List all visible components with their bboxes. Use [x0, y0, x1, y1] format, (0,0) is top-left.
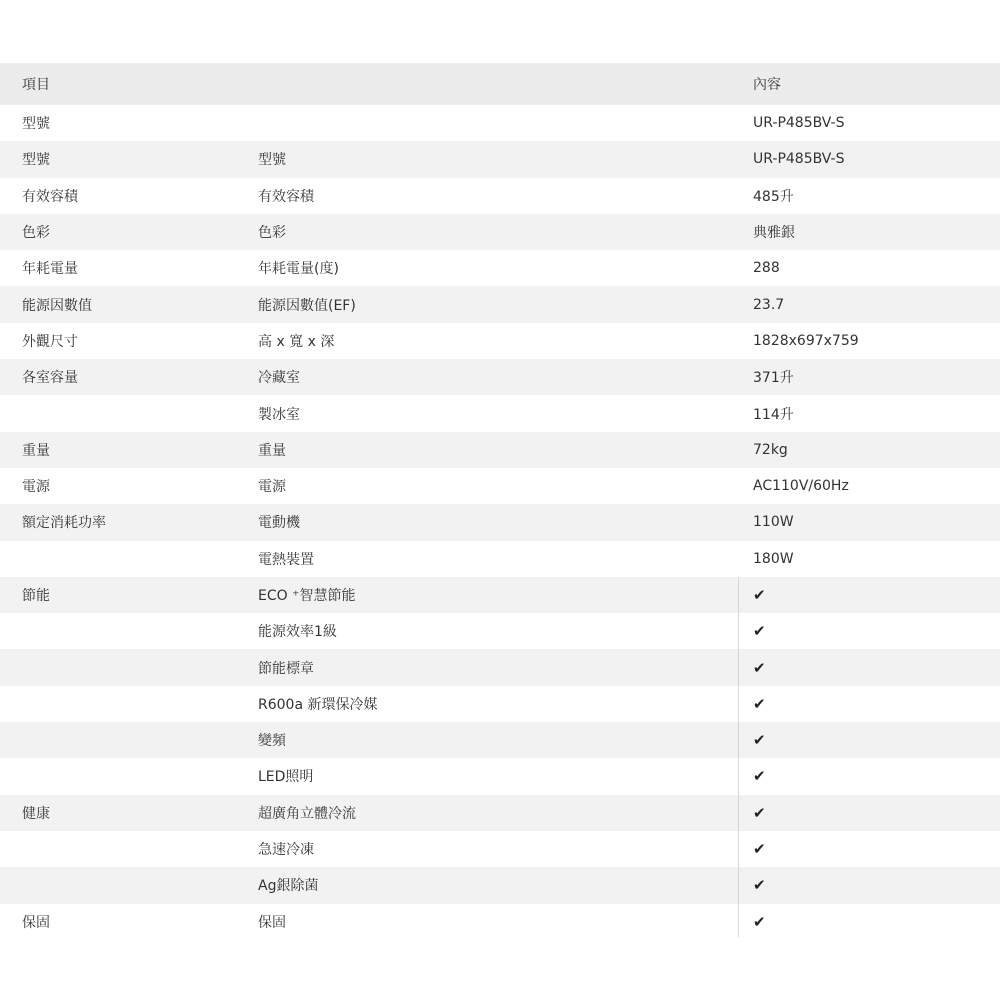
- table-row: [0, 686, 1000, 722]
- table-row: [0, 831, 1000, 867]
- table-row: [0, 432, 1000, 468]
- row-item: 有效容積: [22, 188, 78, 205]
- row-value: 1828x697x759: [753, 332, 859, 349]
- check-icon: ✔: [753, 731, 766, 750]
- table-row: [0, 250, 1000, 286]
- table-row: [0, 141, 1000, 177]
- row-item: 各室容量: [22, 370, 78, 387]
- check-icon: ✔: [753, 622, 766, 641]
- table-row: [0, 359, 1000, 395]
- row-item: 重量: [22, 442, 50, 459]
- row-sub: 年耗電量(度): [258, 261, 339, 278]
- row-value: 23.7: [753, 296, 785, 313]
- table-row: [0, 541, 1000, 577]
- check-icon: ✔: [753, 912, 766, 931]
- table-row: [0, 286, 1000, 322]
- row-item: 額定消耗功率: [22, 515, 106, 532]
- row-sub: 節能標章: [258, 660, 314, 677]
- row-item: 能源因數值: [22, 297, 92, 314]
- table-row: [0, 867, 1000, 903]
- row-sub: R600a 新環保冷媒: [258, 696, 378, 713]
- table-row: [0, 758, 1000, 794]
- row-item: 年耗電量: [22, 261, 78, 278]
- table-row: [0, 323, 1000, 359]
- row-sub: 電源: [258, 479, 286, 496]
- row-sub: LED照明: [258, 769, 314, 786]
- row-sub: 能源因數值(EF): [258, 297, 356, 314]
- row-sub: 重量: [258, 442, 286, 459]
- row-sub: 變頻: [258, 733, 286, 750]
- check-icon: ✔: [753, 767, 766, 786]
- check-icon: ✔: [753, 658, 766, 677]
- table-row: [0, 613, 1000, 649]
- row-value: AC110V/60Hz: [753, 478, 849, 495]
- table-row: [0, 395, 1000, 431]
- row-item: 電源: [22, 479, 50, 496]
- row-item: 節能: [22, 588, 50, 604]
- row-sub: 電熱裝置: [258, 551, 314, 568]
- row-sub: 急速冷凍: [258, 842, 314, 859]
- table-header: [0, 63, 1000, 105]
- spec-table: [0, 63, 1000, 940]
- check-icon: ✔: [753, 586, 766, 604]
- table-row: [0, 577, 1000, 613]
- row-item: 型號: [22, 116, 50, 133]
- row-sub: 冷藏室: [258, 370, 300, 387]
- check-icon: ✔: [753, 840, 766, 859]
- row-sub: 超廣角立體冷流: [258, 805, 356, 822]
- check-icon: ✔: [753, 876, 766, 895]
- row-value: 114升: [753, 406, 794, 423]
- row-sub: 高 x 寬 x 深: [258, 333, 335, 350]
- row-sub: 色彩: [258, 225, 286, 242]
- table-row: [0, 904, 1000, 940]
- row-sub: 有效容積: [258, 188, 314, 205]
- row-sub: 電動機: [258, 515, 300, 532]
- table-row: [0, 649, 1000, 685]
- header-item: 項目: [22, 77, 50, 93]
- row-value: 371升: [753, 370, 794, 387]
- table-row: [0, 178, 1000, 214]
- row-value: 288: [753, 260, 780, 277]
- row-item: 保固: [22, 914, 50, 931]
- column-divider: [738, 577, 739, 937]
- check-icon: ✔: [753, 694, 766, 713]
- row-value: 180W: [753, 550, 794, 567]
- row-sub: 型號: [258, 152, 286, 169]
- row-sub: 保固: [258, 914, 286, 931]
- row-value: UR-P485BV-S: [753, 115, 845, 132]
- row-value: 72kg: [753, 441, 788, 458]
- table-row: [0, 722, 1000, 758]
- row-item: 色彩: [22, 225, 50, 242]
- row-item: 型號: [22, 152, 50, 169]
- table-row: [0, 504, 1000, 540]
- row-sub: Ag銀除菌: [258, 878, 319, 895]
- row-sub: 製冰室: [258, 406, 300, 423]
- check-icon: ✔: [753, 803, 766, 822]
- row-item: 外觀尺寸: [22, 333, 78, 350]
- row-sub: 能源效率1級: [258, 624, 337, 641]
- row-sub: ECO ⁺智慧節能: [258, 588, 356, 604]
- row-item: 健康: [22, 805, 50, 822]
- row-value: 典雅銀: [753, 225, 795, 242]
- table-row: [0, 214, 1000, 250]
- row-value: UR-P485BV-S: [753, 151, 845, 168]
- row-value: 485升: [753, 188, 794, 205]
- header-content: 內容: [753, 77, 781, 93]
- row-value: 110W: [753, 514, 794, 531]
- table-row: [0, 105, 1000, 141]
- table-row: [0, 795, 1000, 831]
- table-row: [0, 468, 1000, 504]
